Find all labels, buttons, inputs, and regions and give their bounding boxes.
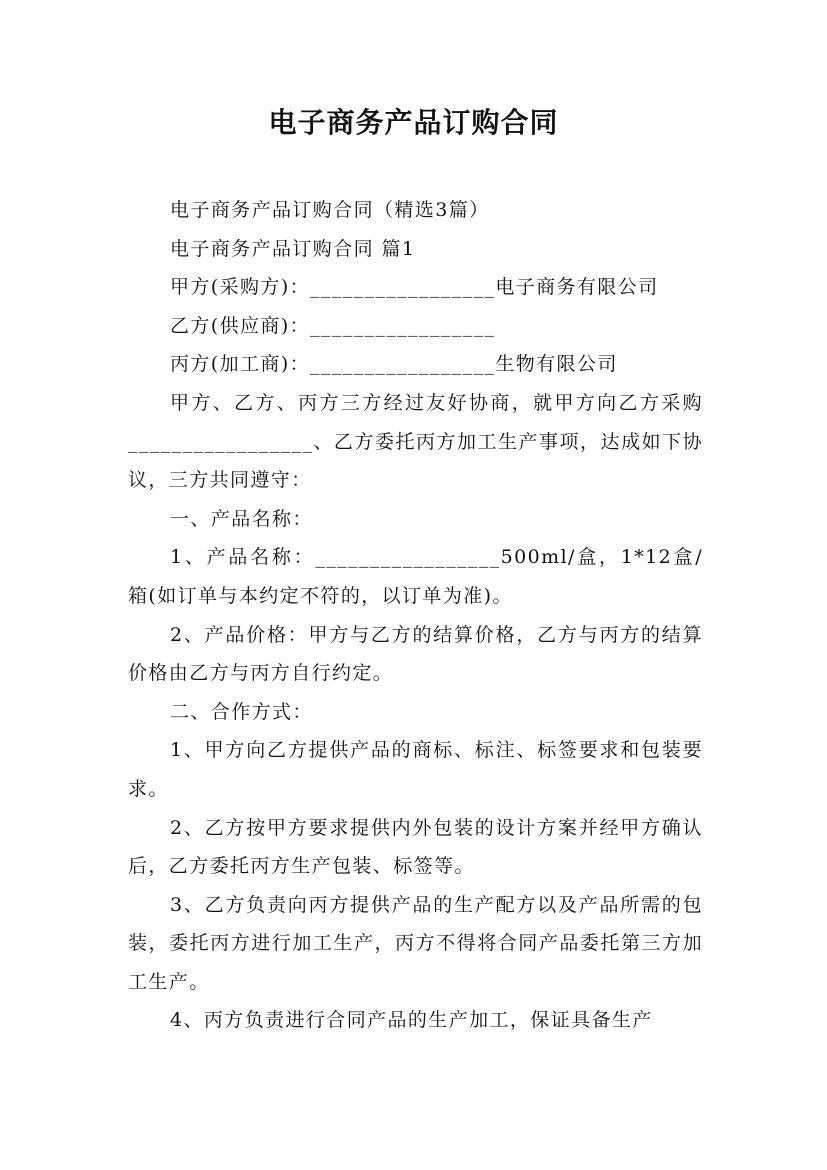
paragraph-heading-product-name: 一、产品名称： [170,507,313,530]
paragraph-party-c: 丙方(加工商)：_________________生物有限公司 [170,353,618,376]
paragraph-cooperation-2: 2、乙方按甲方要求提供内外包装的设计方案并经甲方确认后，乙方委托丙方生产包装、标签等。 [128,816,703,878]
paragraph-cooperation-4: 4、丙方负责进行合同产品的生产加工，保证具备生产 [170,1009,653,1032]
document-body [128,191,703,1040]
paragraph-preamble: 甲方、乙方、丙方三方经过友好协商，就甲方向乙方采购_________________、乙方委托丙方加工生产事项，达成如下协议，三方共同遵守： [128,391,703,492]
paragraph-cooperation-3: 3、乙方负责向丙方提供产品的生产配方以及产品所需的包装，委托丙方进行加工生产，丙方不得将合同产品委托第三方加工生产。 [128,893,703,993]
paragraph-product-name: 1、产品名称：_________________500ml/盒，1*12盒/箱(如订单与本约定不符的，以订单为准)。 [128,546,703,607]
paragraph-heading-cooperation: 二、合作方式： [170,700,313,723]
paragraph-party-a: 甲方(采购方)：_________________电子商务有限公司 [170,276,659,299]
paragraph-subtitle: 电子商务产品订购合同（精选3篇） [170,199,490,221]
paragraph-product-price: 2、产品价格：甲方与乙方的结算价格，乙方与丙方的结算价格由乙方与丙方自行约定。 [128,623,703,685]
paragraph-party-b: 乙方(供应商)：_________________ [170,314,496,337]
paragraph-cooperation-1: 1、甲方向乙方提供产品的商标、标注、标签要求和包装要求。 [128,739,703,800]
paragraph-section-heading: 电子商务产品订购合同 篇1 [170,237,416,260]
document-title: 电子商务产品订购合同 [268,106,559,139]
